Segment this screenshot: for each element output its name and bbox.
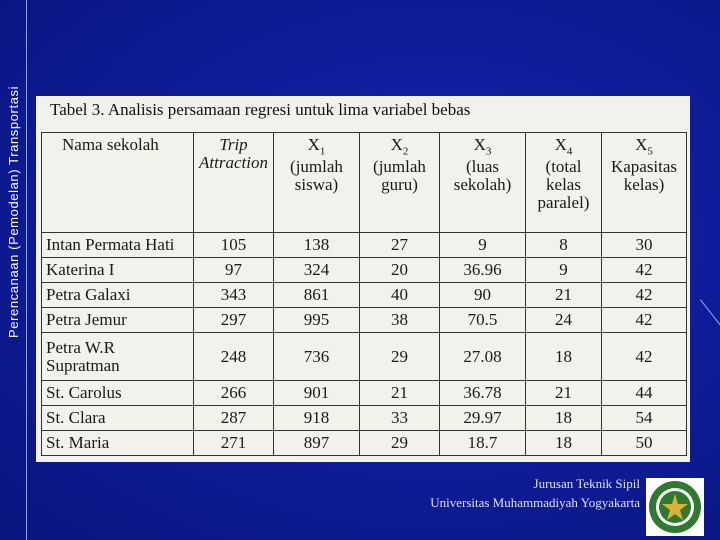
table-row <box>42 333 687 380</box>
cell-value: 27 <box>360 233 440 258</box>
cell-value: 21 <box>526 283 602 308</box>
cell-school-name: St. Maria <box>42 430 194 455</box>
cell-value: 248 <box>194 333 274 380</box>
vertical-divider <box>26 0 27 540</box>
header-trip-line1: Trip <box>219 135 248 154</box>
cell-value: 8 <box>526 233 602 258</box>
cell-value: 9 <box>526 258 602 283</box>
header-x2-var: X <box>390 135 403 154</box>
cell-value: 42 <box>602 308 687 333</box>
cell-value: 918 <box>274 405 360 430</box>
cell-school-name: Katerina I <box>42 258 194 283</box>
cell-value: 38 <box>360 308 440 333</box>
header-trip-line2: Attraction <box>199 152 268 172</box>
cell-value: 29.97 <box>440 405 526 430</box>
header-x5-var: X <box>635 135 648 154</box>
cell-school-name: Intan Permata Hati <box>42 233 194 258</box>
footer-university: Universitas Muhammadiyah Yogyakarta <box>430 495 640 510</box>
table-row <box>42 283 687 308</box>
cell-value: 18 <box>526 430 602 455</box>
cell-value: 343 <box>194 283 274 308</box>
cell-value: 40 <box>360 283 440 308</box>
table-row <box>42 405 687 430</box>
cell-value: 736 <box>274 333 360 380</box>
cell-value: 97 <box>194 258 274 283</box>
table-row <box>42 430 687 455</box>
cell-school-name: St. Clara <box>42 405 194 430</box>
cell-value: 287 <box>194 405 274 430</box>
header-row <box>42 133 687 233</box>
cell-value: 18 <box>526 333 602 380</box>
cell-value: 861 <box>274 283 360 308</box>
cell-value: 90 <box>440 283 526 308</box>
header-x5 <box>602 133 687 233</box>
cell-value: 29 <box>360 430 440 455</box>
cell-school-name: Petra Jemur <box>42 308 194 333</box>
header-x3-var: X <box>473 135 486 154</box>
cell-value: 70.5 <box>440 308 526 333</box>
cell-value: 54 <box>602 405 687 430</box>
header-x3-sub: 3 <box>485 145 492 158</box>
header-x4-desc: (total kelas paralel) <box>537 156 590 212</box>
cell-value: 271 <box>194 430 274 455</box>
cell-value: 33 <box>360 405 440 430</box>
cell-value: 24 <box>526 308 602 333</box>
header-x2-desc: (jumlah guru) <box>373 156 426 194</box>
cell-value: 897 <box>274 430 360 455</box>
cell-value: 36.78 <box>440 380 526 405</box>
cell-value: 30 <box>602 233 687 258</box>
footer-department: Jurusan Teknik Sipil <box>533 476 640 491</box>
cell-value: 18.7 <box>440 430 526 455</box>
cell-school-name: Petra Galaxi <box>42 283 194 308</box>
table-row <box>42 258 687 283</box>
cell-school-name: Petra W.R Supratman <box>42 333 194 380</box>
header-nama-sekolah: Nama sekolah <box>42 133 194 233</box>
side-title: Perencanaan (Pemodelan) Transportasi <box>6 85 21 338</box>
cell-value: 9 <box>440 233 526 258</box>
header-trip-attraction <box>194 133 274 233</box>
header-x4-sub: 4 <box>566 145 573 158</box>
cell-value: 105 <box>194 233 274 258</box>
header-x3 <box>440 133 526 233</box>
cell-value: 21 <box>526 380 602 405</box>
cell-value: 27.08 <box>440 333 526 380</box>
cell-value: 138 <box>274 233 360 258</box>
table-row <box>42 233 687 258</box>
cell-value: 324 <box>274 258 360 283</box>
cell-value: 42 <box>602 258 687 283</box>
header-x1-desc: (jumlah siswa) <box>290 156 343 194</box>
table-row <box>42 380 687 405</box>
cell-value: 20 <box>360 258 440 283</box>
header-x2 <box>360 133 440 233</box>
header-x4 <box>526 133 602 233</box>
cell-value: 42 <box>602 283 687 308</box>
cell-value: 50 <box>602 430 687 455</box>
header-x1 <box>274 133 360 233</box>
scanned-table-image <box>36 96 690 462</box>
cell-value: 901 <box>274 380 360 405</box>
decorative-line <box>700 299 720 336</box>
header-x5-desc: Kapasitas kelas) <box>610 156 678 194</box>
cell-school-name: St. Carolus <box>42 380 194 405</box>
cell-value: 21 <box>360 380 440 405</box>
cell-value: 995 <box>274 308 360 333</box>
header-x1-var: X <box>307 135 320 154</box>
cell-value: 266 <box>194 380 274 405</box>
cell-value: 18 <box>526 405 602 430</box>
header-x4-var: X <box>554 135 567 154</box>
cell-value: 36.96 <box>440 258 526 283</box>
table-caption: Tabel 3. Analisis persamaan regresi untuk lima variabel bebas <box>50 100 471 119</box>
university-logo-icon <box>646 478 704 536</box>
header-x5-sub: 5 <box>647 145 653 158</box>
footer <box>430 474 640 512</box>
cell-value: 42 <box>602 333 687 380</box>
regression-table <box>41 132 687 456</box>
header-x3-desc: (luas sekolah) <box>453 156 512 194</box>
header-x1-sub: 1 <box>319 145 326 158</box>
cell-value: 297 <box>194 308 274 333</box>
header-x2-sub: 2 <box>402 145 409 158</box>
cell-value: 44 <box>602 380 687 405</box>
table-row <box>42 308 687 333</box>
cell-value: 29 <box>360 333 440 380</box>
